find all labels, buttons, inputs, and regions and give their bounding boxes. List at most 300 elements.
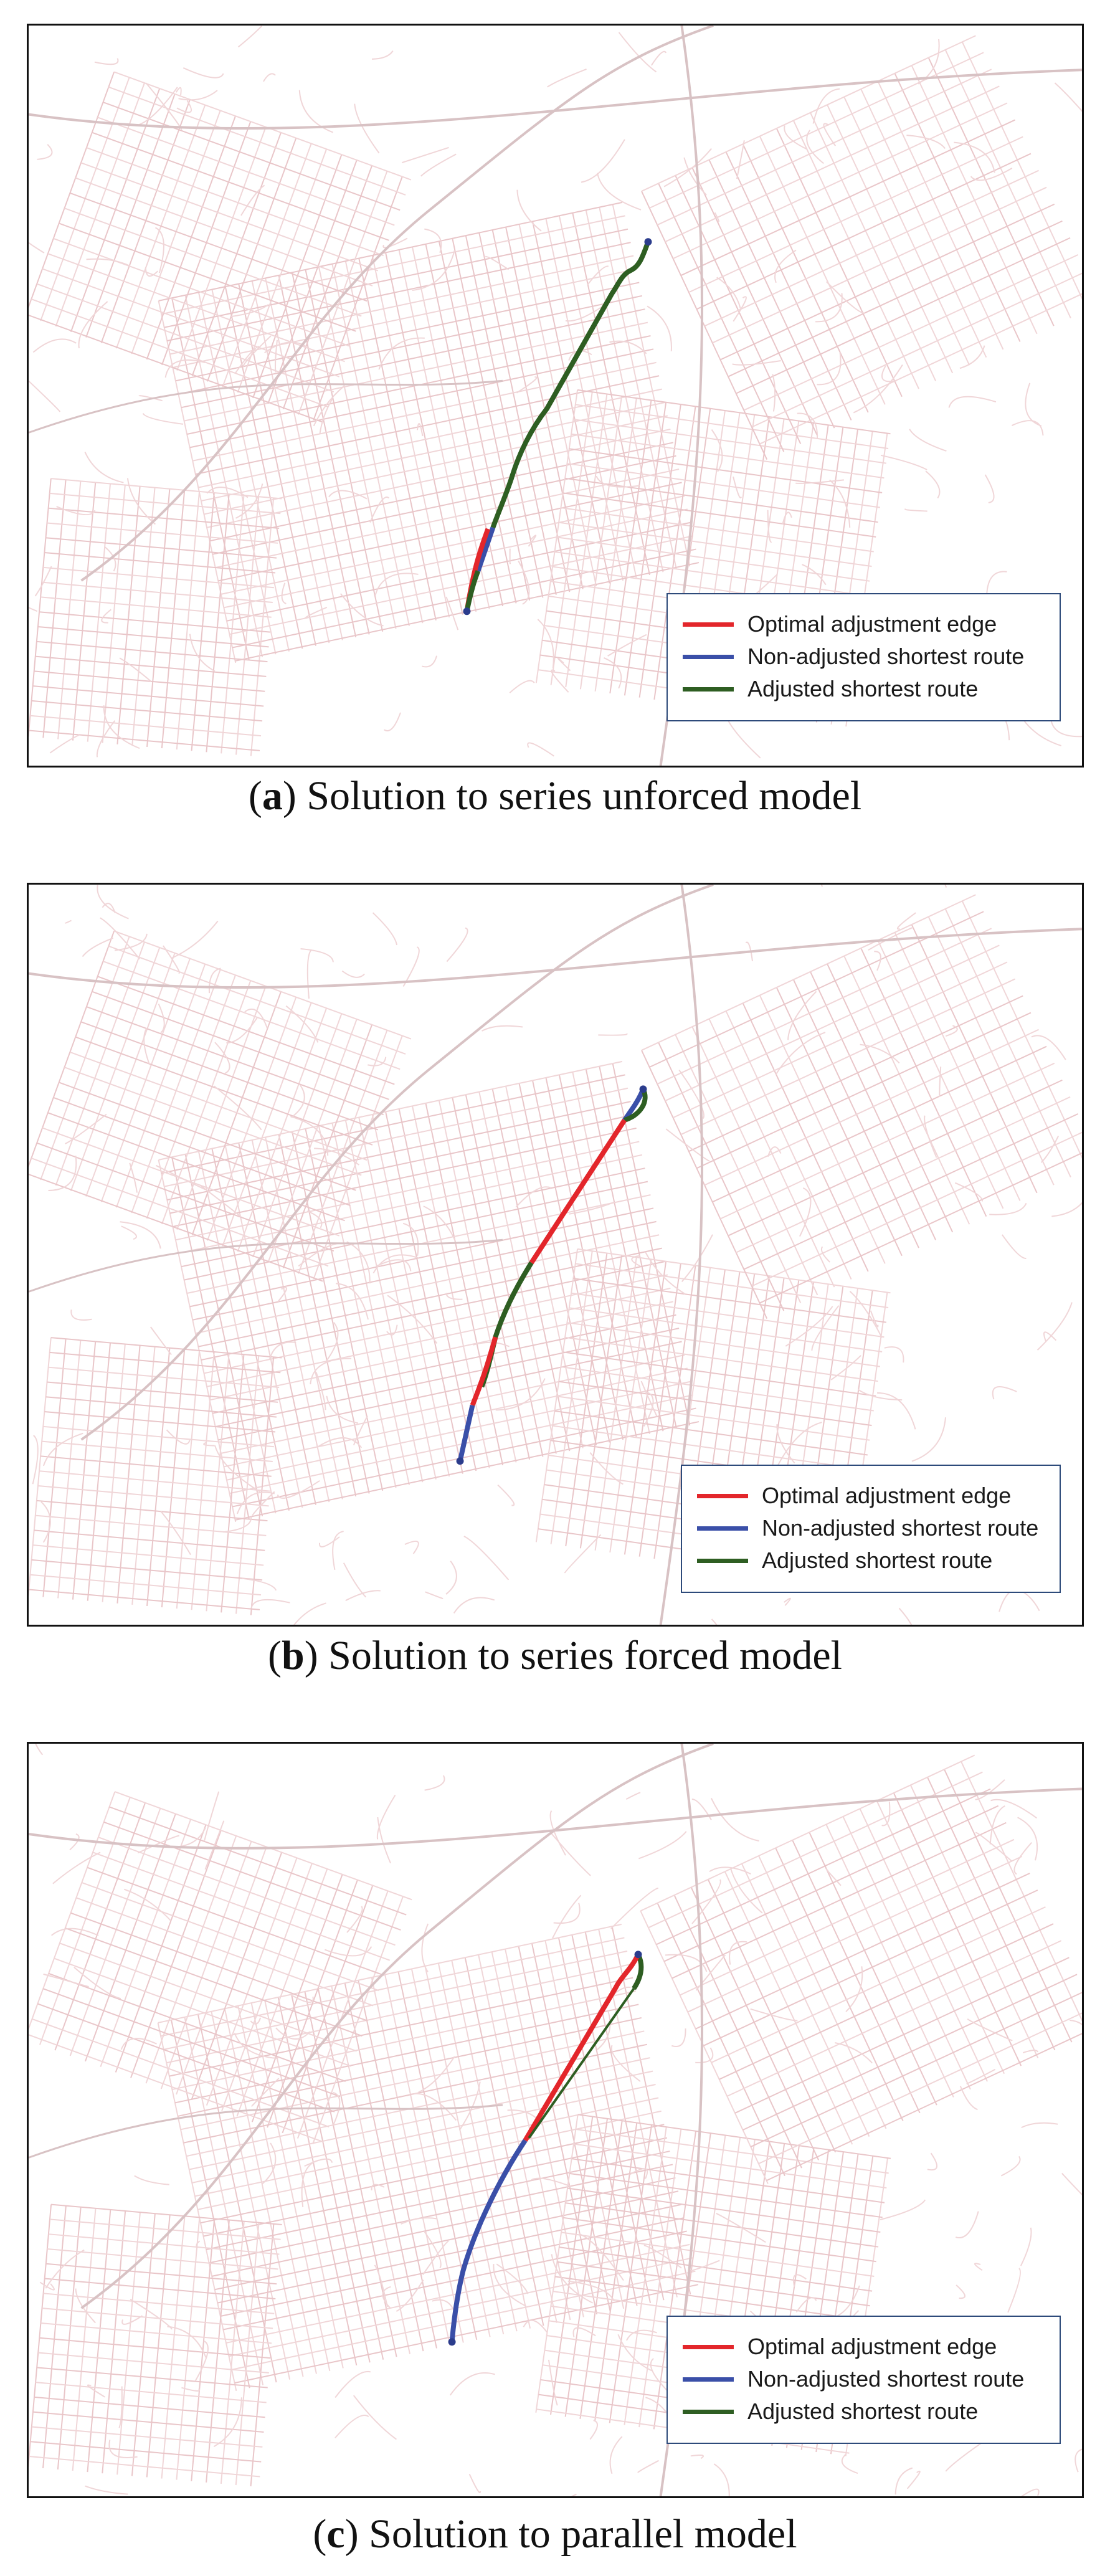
- street-segment: [688, 1856, 1022, 2012]
- street-segment: [117, 1346, 140, 1604]
- street-segment: [384, 713, 401, 731]
- street-segment: [777, 987, 902, 1256]
- street-segment: [673, 962, 1007, 1118]
- street-segment: [29, 2034, 323, 2142]
- street-segment: [912, 1417, 946, 1461]
- street-segment: [516, 1187, 551, 1207]
- street-segment: [794, 979, 919, 1248]
- street-segment: [155, 227, 163, 273]
- street-segment: [680, 1840, 1013, 1995]
- street-segment: [29, 378, 60, 412]
- street-segment: [673, 103, 1007, 259]
- street-segment: [626, 1792, 640, 1799]
- street-segment: [1032, 1035, 1066, 1060]
- street-segment: [510, 681, 534, 693]
- street-segment: [1022, 2123, 1058, 2127]
- street-segment: [29, 1338, 51, 1595]
- panel-letter: b: [281, 1633, 305, 1678]
- street-segment: [58, 1340, 80, 1598]
- street-segment: [33, 1545, 264, 1565]
- street-segment: [759, 2008, 1082, 2164]
- street-segment: [671, 2028, 685, 2046]
- caption-a: (a) Solution to series unforced model: [248, 773, 862, 819]
- street-segment: [675, 176, 800, 444]
- street-segment: [597, 173, 641, 210]
- street-segment: [33, 686, 264, 706]
- street-segment: [43, 480, 65, 738]
- street-segment: [34, 671, 265, 691]
- street-segment: [927, 2153, 937, 2170]
- street-segment: [760, 1148, 1082, 1303]
- street-segment: [640, 1756, 974, 1911]
- map-panel-a: [27, 24, 1084, 768]
- street-segment: [82, 885, 714, 1440]
- street-segment: [190, 634, 215, 672]
- street-segment: [517, 190, 541, 231]
- street-segment: [29, 929, 1082, 987]
- street-segment: [905, 509, 927, 511]
- street-segment: [752, 272, 1082, 427]
- street-segment: [689, 996, 1023, 1151]
- street-segment: [405, 1541, 419, 1554]
- street-segment: [29, 1789, 1082, 1848]
- street-segment: [29, 237, 44, 253]
- street-segment: [880, 2200, 925, 2220]
- street-segment: [728, 1080, 1062, 1236]
- street-segment: [85, 2486, 128, 2494]
- street-segment: [65, 1115, 106, 1144]
- street-segment: [725, 1871, 852, 2144]
- street-segment: [82, 26, 714, 581]
- street-segment: [894, 933, 1020, 1201]
- street-segment: [665, 945, 999, 1101]
- legend-item-adjusted: [697, 1544, 1045, 1577]
- street-segment: [944, 1769, 1072, 2042]
- street-segment: [1020, 2489, 1039, 2496]
- legend-item-adjusted: [683, 673, 1045, 705]
- street-segment: [638, 1832, 686, 1859]
- map-panel-b: [27, 883, 1084, 1627]
- street-segment: [714, 2464, 729, 2496]
- street-segment: [32, 2426, 263, 2446]
- street-segment: [720, 204, 1054, 360]
- street-segment: [422, 656, 437, 667]
- street-segment: [37, 145, 52, 159]
- red-line-swatch: [697, 1494, 748, 1498]
- street-segment: [100, 1819, 191, 2066]
- street-segment: [40, 1797, 130, 2045]
- street-segment: [708, 1880, 835, 2152]
- street-segment: [760, 136, 885, 405]
- street-segment: [402, 148, 448, 163]
- street-segment: [31, 1560, 262, 1580]
- street-segment: [108, 87, 406, 195]
- street-segment: [1012, 421, 1043, 435]
- street-segment: [162, 490, 184, 748]
- street-segment: [711, 1798, 759, 1841]
- street-segment: [827, 964, 952, 1232]
- street-segment: [882, 366, 897, 381]
- street-segment: [36, 657, 267, 677]
- legend-c: [666, 2316, 1061, 2444]
- street-segment: [132, 488, 154, 746]
- street-segment: [929, 57, 1054, 326]
- street-segment: [1021, 2228, 1032, 2266]
- street-segment: [498, 1485, 514, 1506]
- street-segment: [179, 90, 217, 100]
- street-segment: [291, 1995, 313, 2002]
- street-segment: [135, 2175, 169, 2184]
- street-segment: [860, 1808, 987, 2081]
- street-segment: [777, 128, 902, 397]
- street-segment: [396, 2280, 423, 2311]
- street-segment: [422, 1924, 428, 1972]
- street-segment: [342, 971, 364, 977]
- street-segment: [161, 1511, 191, 1555]
- street-segment: [640, 1911, 768, 2184]
- street-segment: [713, 188, 1046, 343]
- street-segment: [31, 701, 262, 721]
- non-adjusted-shortest-route-b-tail: [460, 1405, 473, 1461]
- street-segment: [784, 125, 807, 149]
- panel-letter: a: [262, 773, 283, 819]
- street-segment: [47, 523, 278, 543]
- street-segment: [45, 2250, 84, 2288]
- street-segment: [320, 1537, 339, 1547]
- street-segment: [39, 612, 270, 632]
- street-segment: [814, 89, 840, 124]
- street-segment: [425, 1775, 445, 1790]
- map-panel-c: [27, 1742, 1084, 2498]
- street-segment: [885, 1347, 904, 1362]
- legend-item-non-adjusted: [697, 1512, 1045, 1544]
- street-segment: [143, 414, 183, 424]
- adjusted-shortest-route-b: [481, 1089, 645, 1387]
- street-segment: [36, 1516, 267, 1536]
- street-segment: [44, 2293, 275, 2313]
- street-segment: [929, 916, 1054, 1185]
- street-segment: [548, 69, 587, 87]
- street-segment: [167, 1430, 190, 1444]
- street-segment: [946, 50, 1071, 318]
- street-segment: [695, 2048, 713, 2063]
- street-segment: [692, 168, 817, 436]
- street-segment: [122, 2316, 142, 2324]
- caption-c: (c) Solution to parallel model: [313, 2511, 797, 2557]
- street-segment: [53, 1852, 100, 1883]
- street-segment: [446, 1561, 457, 1594]
- legend-label: Non-adjusted shortest route: [762, 1515, 1039, 1541]
- street-segment: [147, 1348, 169, 1606]
- street-segment: [772, 374, 775, 412]
- street-segment: [38, 627, 269, 647]
- street-segment: [301, 949, 333, 962]
- street-segment: [232, 549, 696, 648]
- street-segment: [553, 1895, 581, 1938]
- street-segment: [726, 152, 851, 421]
- street-segment: [206, 1353, 229, 1611]
- street-segment: [354, 104, 379, 153]
- street-segment: [29, 381, 503, 432]
- street-segment: [642, 1381, 657, 1417]
- street-segment: [766, 2025, 1082, 2180]
- street-segment: [743, 144, 868, 412]
- street-segment: [993, 1387, 1017, 1399]
- street-segment: [85, 452, 123, 482]
- street-segment: [177, 492, 199, 749]
- street-segment: [221, 495, 244, 753]
- caption-text: Solution to parallel model: [358, 2511, 797, 2557]
- legend-item-non-adjusted: [683, 640, 1045, 673]
- street-segment: [1038, 1303, 1072, 1351]
- street-segment: [720, 1063, 1054, 1219]
- origin-endpoint-c: [635, 1951, 642, 1958]
- street-segment: [844, 956, 969, 1225]
- street-segment: [598, 1034, 627, 1035]
- destination-endpoint-a: [463, 607, 471, 615]
- street-segment: [681, 120, 1015, 275]
- red-line-swatch: [683, 622, 734, 627]
- street-segment: [909, 429, 946, 451]
- street-segment: [65, 921, 72, 923]
- street-segment: [528, 743, 554, 756]
- street-segment: [681, 979, 1015, 1134]
- street-segment: [638, 2461, 659, 2473]
- street-segment: [251, 1600, 290, 1609]
- street-segment: [50, 735, 79, 753]
- street-segment: [561, 2494, 576, 2496]
- street-segment: [691, 1887, 818, 2160]
- panel-letter: c: [326, 2511, 345, 2557]
- street-segment: [171, 921, 217, 958]
- street-segment: [482, 1026, 523, 1031]
- street-segment: [30, 716, 261, 736]
- street-segment: [147, 489, 169, 747]
- street-segment: [43, 568, 274, 587]
- street-segment: [110, 1807, 407, 1914]
- street-segment: [162, 1349, 184, 1607]
- street-segment: [88, 1343, 110, 1600]
- legend-label: Adjusted shortest route: [747, 2398, 979, 2424]
- street-segment: [894, 1793, 1021, 2066]
- street-segment: [327, 1323, 338, 1361]
- street-segment: [117, 487, 140, 744]
- street-segment: [712, 1619, 721, 1625]
- street-segment: [51, 478, 282, 498]
- street-segment: [736, 238, 1070, 394]
- street-segment: [103, 1344, 125, 1602]
- street-segment: [743, 1974, 1077, 2130]
- street-segment: [776, 1848, 903, 2121]
- legend-label: Adjusted shortest route: [762, 1547, 993, 1573]
- street-segment: [692, 1027, 817, 1295]
- caption-b: (b) Solution to series forced model: [267, 1633, 843, 1678]
- street-segment: [132, 1347, 154, 1605]
- street-segment: [809, 1832, 937, 2105]
- street-segment: [956, 2285, 965, 2298]
- street-segment: [221, 1354, 244, 1612]
- street-segment: [29, 1589, 260, 1609]
- street-segment: [47, 1382, 278, 1402]
- street-segment: [335, 2415, 369, 2438]
- street-segment: [454, 1598, 495, 1614]
- legend-a: [666, 593, 1061, 721]
- street-segment: [844, 97, 969, 366]
- street-segment: [652, 52, 666, 65]
- street-segment: [894, 74, 1020, 342]
- green-line-swatch: [697, 1559, 748, 1563]
- street-segment: [51, 2205, 282, 2225]
- street-segment: [103, 102, 400, 210]
- street-segment: [73, 482, 95, 740]
- street-segment: [912, 924, 1037, 1193]
- street-segment: [34, 2397, 265, 2417]
- street-segment: [1041, 1136, 1058, 1162]
- street-segment: [282, 583, 287, 604]
- street-segment: [470, 2474, 481, 2493]
- street-segment: [613, 204, 690, 566]
- street-segment: [71, 1309, 92, 1320]
- street-segment: [719, 1924, 1053, 2079]
- street-segment: [1070, 2020, 1082, 2055]
- street-segment: [827, 282, 865, 313]
- street-segment: [192, 493, 214, 751]
- legend-item-non-adjusted: [683, 2363, 1045, 2395]
- street-segment: [949, 397, 995, 408]
- street-segment: [775, 250, 796, 283]
- street-segment: [159, 1004, 164, 1032]
- street-segment: [881, 455, 927, 470]
- street-segment: [373, 1255, 419, 1273]
- street-segment: [713, 1047, 1046, 1202]
- street-segment: [912, 65, 1037, 334]
- street-segment: [206, 494, 229, 752]
- street-segment: [447, 928, 467, 962]
- street-segment: [800, 1188, 811, 1237]
- street-segment: [235, 2284, 698, 2383]
- street-segment: [704, 171, 1038, 326]
- street-segment: [192, 1352, 214, 1610]
- street-segment: [703, 1890, 1037, 2046]
- street-segment: [108, 946, 406, 1054]
- green-line-swatch: [683, 2410, 734, 2414]
- street-segment: [42, 1442, 273, 1461]
- caption-text: Solution to series unforced model: [296, 773, 862, 819]
- street-segment: [911, 1785, 1038, 2058]
- street-segment: [991, 1800, 1037, 1818]
- street-segment: [581, 140, 625, 183]
- street-segment: [926, 471, 939, 498]
- street-segment: [425, 1592, 443, 1599]
- street-segment: [797, 413, 817, 438]
- street-segment: [817, 352, 841, 384]
- street-segment: [204, 1443, 214, 1446]
- street-segment: [861, 948, 986, 1217]
- street-segment: [691, 2455, 703, 2458]
- street-segment: [523, 2321, 546, 2332]
- street-segment: [962, 901, 1082, 1169]
- street-segment: [815, 885, 822, 886]
- street-segment: [736, 1097, 1070, 1253]
- legend-item-adjusted: [683, 2395, 1045, 2428]
- street-segment: [1018, 1817, 1038, 1860]
- street-segment: [73, 1341, 95, 1599]
- origin-endpoint-b: [640, 1085, 647, 1093]
- blue-line-swatch: [683, 655, 734, 659]
- street-segment: [1008, 2268, 1020, 2312]
- street-segment: [752, 1131, 1082, 1286]
- street-segment: [1075, 2448, 1082, 2472]
- street-segment: [794, 120, 919, 389]
- red-line-swatch: [683, 2345, 734, 2349]
- street-segment: [333, 1531, 343, 1570]
- street-segment: [33, 339, 76, 352]
- street-segment: [742, 1864, 869, 2137]
- street-segment: [95, 59, 118, 65]
- street-segment: [611, 1888, 658, 1929]
- street-segment: [372, 51, 393, 59]
- street-segment: [120, 1222, 161, 1248]
- street-segment: [70, 1834, 79, 1850]
- street-segment: [346, 1590, 381, 1600]
- legend-item-optimal-edge: [683, 2331, 1045, 2363]
- street-segment: [717, 277, 741, 308]
- legend-label: Optimal adjustment edge: [747, 611, 997, 637]
- street-segment: [46, 2264, 277, 2284]
- street-segment: [843, 1817, 970, 2089]
- street-segment: [373, 913, 397, 945]
- street-segment: [464, 1536, 509, 1580]
- street-segment: [29, 730, 260, 750]
- street-segment: [735, 1957, 1069, 2113]
- street-segment: [939, 1067, 941, 1096]
- street-segment: [263, 74, 275, 81]
- street-segment: [726, 1011, 851, 1280]
- street-segment: [826, 1825, 953, 2098]
- street-segment: [877, 1801, 1004, 2074]
- street-segment: [760, 996, 885, 1264]
- street-segment: [29, 1240, 503, 1291]
- street-segment: [682, 1235, 713, 1282]
- street-segment: [925, 885, 946, 888]
- street-segment: [810, 972, 936, 1240]
- street-segment: [30, 1575, 261, 1595]
- street-segment: [822, 1247, 830, 1262]
- destination-endpoint-c: [448, 2338, 456, 2345]
- street-segment: [711, 1907, 1045, 2063]
- street-segment: [1025, 383, 1041, 426]
- street-segment: [421, 154, 457, 176]
- street-segment: [29, 478, 51, 736]
- street-segment: [550, 1832, 591, 1876]
- street-segment: [104, 1822, 401, 1930]
- legend-item-optimal-edge: [697, 1480, 1045, 1512]
- street-segment: [1062, 2174, 1082, 2219]
- street-segment: [36, 2382, 267, 2402]
- street-segment: [792, 1840, 920, 2113]
- street-segment: [861, 89, 986, 358]
- street-segment: [121, 1226, 136, 1239]
- street-segment: [335, 2372, 371, 2398]
- street-segment: [665, 86, 999, 242]
- street-segment: [704, 1030, 1038, 1186]
- green-line-swatch: [683, 687, 734, 692]
- street-segment: [33, 1435, 38, 1484]
- street-segment: [29, 314, 323, 422]
- street-segment: [33, 2412, 264, 2432]
- street-segment: [38, 1486, 269, 1506]
- street-segment: [989, 1203, 1026, 1214]
